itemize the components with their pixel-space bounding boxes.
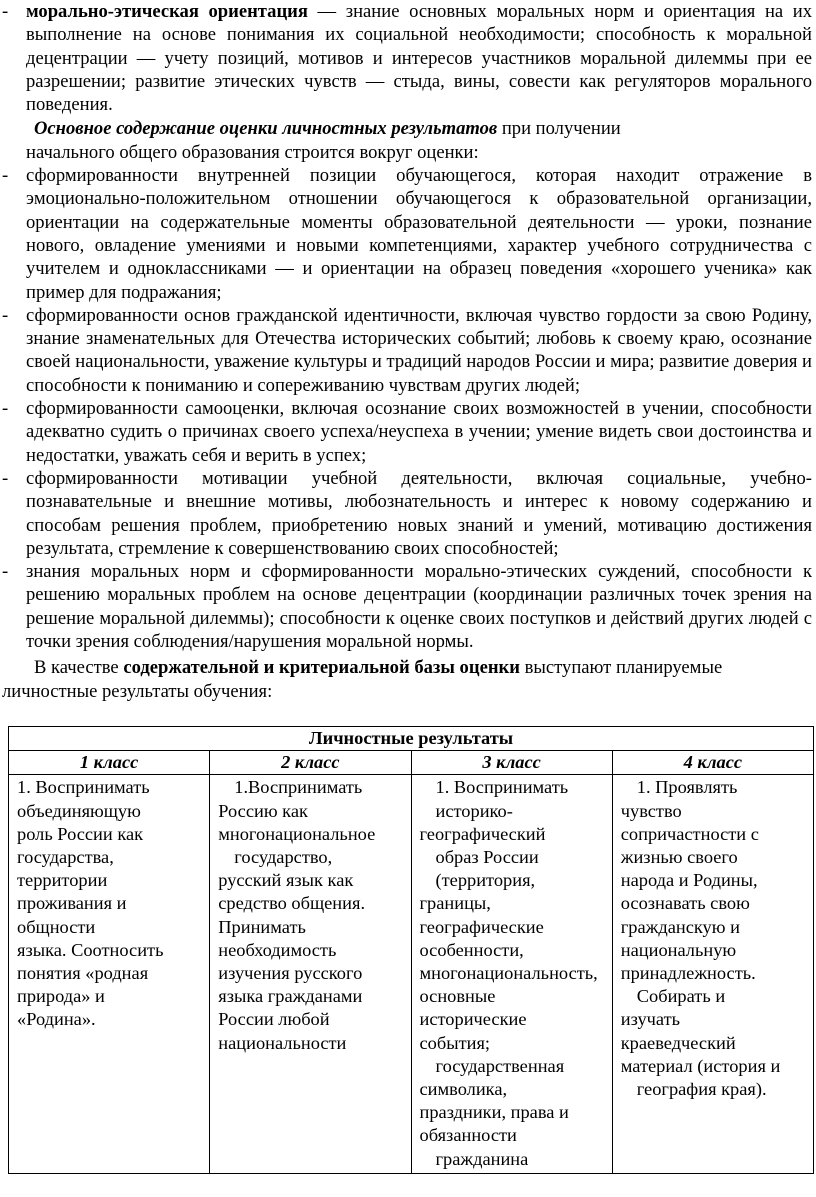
cell-line: гражданскую и (620, 916, 740, 937)
cell-line: Принимать (218, 916, 306, 937)
cell-line: общности (17, 916, 96, 937)
cell-line: языка. Соотносить (17, 939, 164, 960)
bullet-text: сформированности основ гражданской идентичности, включая чувство гордости за свою Родину, знание знаменательных для Отечества исторических событий; любовь к своему краю, осознание своей национальности, уважение культуры и традиций народов России и мира; развитие доверия и способности к пониманию и сопереживанию чувствам других людей; (26, 304, 812, 396)
bullet-term: морально-этическая ориентация (26, 1, 308, 22)
cell-line: России любой (218, 1009, 330, 1030)
cell-line: проживания и (17, 893, 127, 914)
cell-line: средство общения. (218, 893, 366, 914)
cell-line: необходимость (218, 939, 337, 960)
bullet-text: знания моральных норм и сформированности морально-этических суждений, способности к решению моральных проблем на основе децентрации (координации различных точек зрения на решение моральной дилеммы); способности к оценке своих поступков и действий других людей с точки зрения соблюдения/нарушения моральной нормы. (26, 561, 812, 653)
basis-bold: содержательной и критериальной базы оценки (123, 657, 520, 679)
bullet-motivation (0, 467, 816, 560)
cell-line: многонациональность, (419, 963, 598, 984)
cell-line: изучения русского (218, 963, 363, 984)
cell-line: события; (419, 1032, 491, 1053)
bullet-self-esteem (0, 397, 816, 467)
intro-line2: начального общего образования строится вокруг оценки: (26, 141, 479, 163)
cell-line: географические (419, 916, 544, 937)
cell-line: 1. Воспринимать (17, 777, 150, 798)
bullet-dash: - (2, 304, 9, 326)
cell-line: государственная (435, 1055, 565, 1076)
cell-line: роль России как (17, 823, 144, 844)
cell-line: языка гражданами (218, 986, 363, 1007)
cell-line: многонациональное (218, 823, 376, 844)
cell-line: 1. Проявлять (636, 777, 738, 798)
cell-line: символика, (419, 1079, 508, 1100)
cell-class-4 (612, 775, 813, 1173)
cell-line: сопричастности с (620, 823, 759, 844)
cell-line: «Родина». (17, 1009, 96, 1030)
cell-class-3 (411, 775, 612, 1173)
bullet-text: сформированности внутренней позиции обучающегося, которая находит отражение в эмоционально-положительном отношении обучающегося к образовательной организации, ориентации на содержательные моменты образовательной деятельности — уроки, познание нового, овладение умениями и новыми компетенциями, характер учебного сотрудничества с учителем и одноклассниками — и ориентации на образец поведения «хорошего ученика» как пример для подражания; (26, 165, 812, 303)
bullet-dash: - (2, 1, 9, 22)
cell-line: обязанности (419, 1125, 517, 1146)
cell-line: праздники, права и (419, 1102, 569, 1123)
cell-line: принадлежность. (620, 963, 756, 984)
cell-line: осознавать свою (620, 893, 750, 914)
bullet-text: сформированности самооценки, включая осознание своих возможностей в учении, способности адекватно судить о причинах своего успеха/неуспеха в учении; умение видеть свои достоинства и недостатки, уважать себя и верить в успех; (26, 398, 812, 466)
cell-class-2 (210, 775, 411, 1173)
cell-line: материал (история и (620, 1055, 781, 1076)
cell-line: 1.Воспринимать (234, 777, 363, 798)
cell-line: изучать (620, 1009, 681, 1030)
cell-line: природа» и (17, 986, 105, 1007)
bullet-text: — знание основных моральных норм и ориентация на их выполнение на основе понимания их социальной необходимости; способность к моральной децентрации — учету позиций, мотивов и интересов участников моральной дилеммы при ее разрешении; развитие этических чувств — стыда, вины, совести как регуляторов морального поведения. (26, 1, 812, 116)
basis-paragraph (0, 656, 816, 679)
cell-line: народа и Родины, (620, 870, 758, 891)
cell-line: география края). (636, 1079, 767, 1100)
header-class-2: 2 класс (210, 751, 411, 775)
cell-class-1 (9, 775, 210, 1173)
cell-line: чувство (620, 800, 682, 821)
basis-post: выступают планируемые (519, 657, 723, 679)
intro-paragraph (0, 117, 816, 140)
bullet-dash: - (2, 561, 9, 583)
cell-line: основные (419, 986, 496, 1007)
cell-line: географический (419, 823, 546, 844)
cell-line: 1. Воспринимать (435, 777, 569, 798)
cell-line: границы, (419, 893, 491, 914)
bullet-dash: - (2, 165, 9, 187)
bullet-internal-position (0, 164, 816, 304)
bullet-dash: - (2, 467, 9, 489)
cell-line: национальную (620, 939, 737, 960)
header-class-1: 1 класс (9, 751, 210, 775)
cell-line: объединяющую (17, 800, 141, 821)
intro-rest: при получении (497, 118, 621, 140)
basis-line2: личностные результаты обучения: (2, 680, 273, 702)
cell-line: Россию как (218, 800, 308, 821)
cell-line: территории (17, 870, 108, 891)
cell-line: национальности (218, 1032, 347, 1053)
bullet-moral-orientation (0, 0, 816, 116)
bullet-civic-identity (0, 304, 816, 397)
cell-line: Собирать и (636, 986, 726, 1007)
bullet-moral-norms (0, 560, 816, 653)
header-class-4: 4 класс (612, 751, 813, 775)
cell-line: государства, (17, 847, 114, 868)
cell-line: русский язык как (218, 870, 354, 891)
cell-line: историко- (435, 800, 513, 821)
cell-line: особенности, (419, 939, 524, 960)
personal-results-table (8, 726, 814, 1174)
cell-line: жизнью своего (620, 847, 738, 868)
cell-line: гражданина (435, 1148, 529, 1169)
header-class-3: 3 класс (411, 751, 612, 775)
cell-line: исторические (419, 1009, 527, 1030)
cell-line: государство, (234, 847, 333, 868)
table-title: Личностные результаты (9, 727, 814, 751)
cell-line: понятия «родная (17, 963, 149, 984)
basis-pre: В качестве (34, 657, 124, 679)
bullet-dash: - (2, 398, 9, 420)
cell-line: (территория, (435, 870, 536, 891)
cell-line: краеведческий (620, 1032, 736, 1053)
cell-line: образ России (435, 847, 539, 868)
bullet-text: сформированности мотивации учебной деятельности, включая социальные, учебно-познавательные и внешние мотивы, любознательность и интерес к новому содержанию и способам решения проблем, приобретению новых знаний и умений, мотивацию достижения результата, стремление к совершенствованию своих способностей; (26, 467, 812, 559)
intro-heading: Основное содержание оценки личностных результатов (34, 118, 498, 140)
